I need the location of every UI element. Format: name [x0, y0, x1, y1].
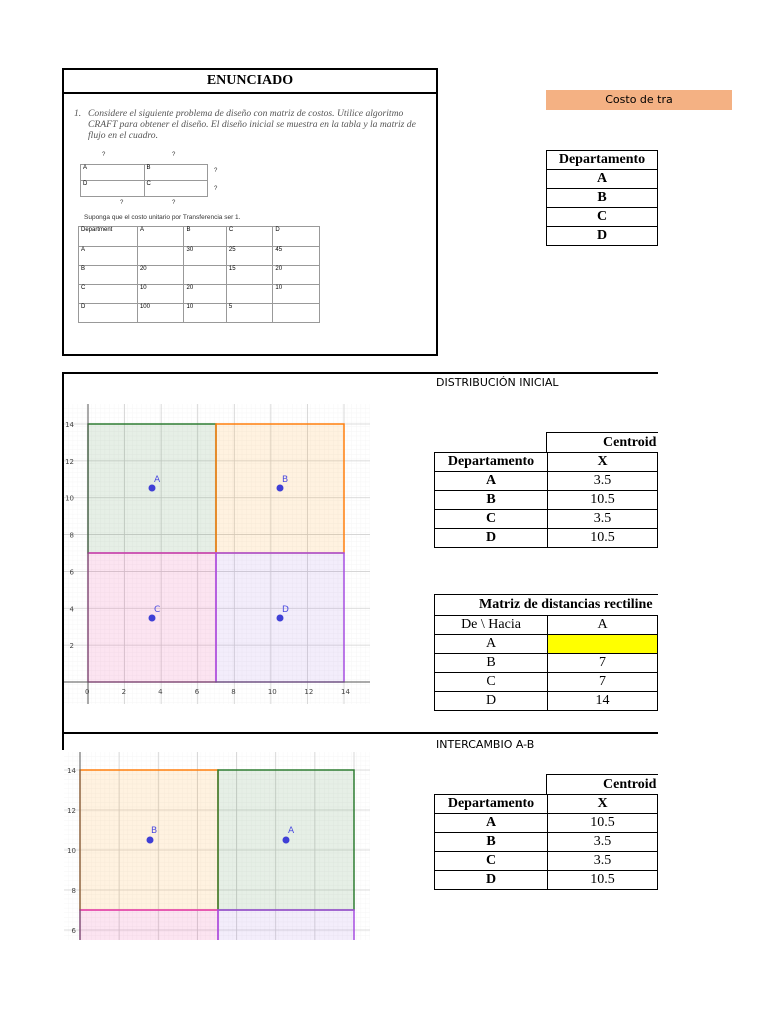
centroid-table: [434, 452, 658, 548]
layout-cell: A: [81, 165, 145, 181]
x-tick-label: 2: [121, 688, 127, 696]
layout-cell: B: [144, 165, 208, 181]
department-cell: B: [547, 189, 658, 208]
centroid-header: Centroid: [603, 435, 657, 450]
centroid-point-a: [283, 837, 290, 844]
centroid-header-cell: [546, 432, 658, 452]
section-left-border: [62, 732, 64, 750]
problem-text: [88, 108, 428, 141]
flow-cell: 10: [273, 285, 320, 304]
centroid-x: 3.5: [548, 852, 658, 871]
question-mark: ?: [172, 200, 176, 206]
flow-cell: B: [79, 266, 138, 285]
centroid-header-cell: [546, 774, 658, 794]
problem-line: Considere el siguiente problema de diseño con matriz de costos. Utilice algoritmo: [88, 108, 404, 119]
centroid-point-b: [147, 837, 154, 844]
y-tick-label: 14: [65, 421, 74, 429]
centroid-dept: D: [435, 529, 548, 548]
matrix-row-label: C: [435, 673, 548, 692]
x-tick-label: 14: [341, 688, 350, 696]
centroid-point-a: [149, 485, 156, 492]
matrix-col-header: A: [548, 616, 658, 635]
matrix-row-label: A: [435, 635, 548, 654]
centroid-point-c: [149, 615, 156, 622]
initial-layout-plot: [64, 404, 370, 704]
matrix-cell: 7: [548, 654, 658, 673]
flow-cell: D: [79, 304, 138, 323]
centroid-dept: A: [435, 472, 548, 491]
centroid-point-b: [277, 485, 284, 492]
y-tick-label: 6: [71, 927, 76, 935]
point-label-a: A: [288, 826, 295, 836]
y-tick-label: 4: [69, 605, 74, 614]
matrix-row-label: B: [435, 654, 548, 673]
enunciado-title: ENUNCIADO: [64, 70, 436, 94]
initial-layout-grid: [80, 164, 208, 197]
point-label-d: D: [282, 605, 289, 615]
flow-cell: [137, 247, 184, 266]
department-table: [546, 150, 658, 246]
department-header: Departamento: [547, 151, 658, 170]
flow-header: C: [226, 227, 273, 247]
x-tick-label: 12: [304, 688, 314, 696]
centroid-x: 3.5: [548, 472, 658, 491]
flow-cell: C: [79, 285, 138, 304]
y-tick-label: 10: [67, 847, 76, 855]
y-tick-label: 2: [69, 642, 74, 651]
region-c: [80, 910, 218, 940]
enunciado-panel: [62, 68, 438, 356]
matrix-cell: 7: [548, 673, 658, 692]
centroid-x-header: X: [548, 795, 658, 814]
y-tick-label: 8: [71, 887, 76, 895]
flow-cell: [184, 266, 226, 285]
y-tick-label: 6: [69, 568, 74, 577]
region-d: [218, 910, 354, 940]
flow-cell: 10: [184, 304, 226, 323]
flow-cell: 10: [137, 285, 184, 304]
centroid-x: 10.5: [548, 871, 658, 890]
matrix-corner-header: De \ Hacia: [435, 616, 548, 635]
problem-number: 1.: [74, 108, 82, 119]
flow-cell: A: [79, 247, 138, 266]
y-tick-label: 14: [67, 767, 76, 775]
question-mark: ?: [214, 186, 218, 192]
x-tick-label: 0: [85, 688, 90, 696]
centroid-x-header: X: [548, 453, 658, 472]
flow-header: A: [137, 227, 184, 247]
y-tick-label: 12: [67, 807, 76, 815]
flow-cell: 20: [137, 266, 184, 285]
section-title: DISTRIBUCIÓN INICIAL: [436, 376, 559, 389]
x-tick-label: 6: [194, 688, 200, 696]
centroid-x: 3.5: [548, 510, 658, 529]
point-label-a: A: [154, 475, 161, 485]
centroid-x: 10.5: [548, 814, 658, 833]
centroid-x: 3.5: [548, 833, 658, 852]
matrix-row-label: D: [435, 692, 548, 711]
section-title: INTERCAMBIO A-B: [436, 738, 535, 751]
y-tick-label: 10: [65, 494, 74, 503]
flow-header: B: [184, 227, 226, 247]
section-divider: [62, 372, 658, 374]
matrix-cell-highlighted[interactable]: [548, 635, 658, 654]
centroid-dept: C: [435, 510, 548, 529]
flow-header: D: [273, 227, 320, 247]
centroid-dept: C: [435, 852, 548, 871]
x-tick-label: 8: [231, 688, 236, 696]
distance-matrix: [434, 615, 658, 711]
flow-cell: 20: [184, 285, 226, 304]
section-divider: [62, 732, 658, 734]
department-cell: D: [547, 227, 658, 246]
flow-cell: 30: [184, 247, 226, 266]
question-mark: ?: [102, 152, 106, 158]
flow-cell: [226, 285, 273, 304]
point-label-b: B: [151, 826, 158, 836]
point-label-c: C: [154, 605, 161, 615]
cost-banner: Costo de tra: [546, 90, 732, 110]
question-mark: ?: [120, 200, 124, 206]
flow-cell: 45: [273, 247, 320, 266]
centroid-point-d: [277, 615, 284, 622]
x-tick-label: 4: [158, 688, 163, 696]
flow-cell: 5: [226, 304, 273, 323]
flow-cell: 100: [137, 304, 184, 323]
point-label-b: B: [282, 475, 289, 485]
flow-header: Department: [79, 227, 138, 247]
centroid-x: 10.5: [548, 529, 658, 548]
matrix-cell: 14: [548, 692, 658, 711]
x-tick-label: 10: [267, 688, 277, 696]
matrix-title: Matriz de distancias rectiline: [479, 597, 653, 612]
matrix-title-cell: [434, 594, 658, 616]
department-cell: A: [547, 170, 658, 189]
y-tick-label: 8: [69, 531, 74, 540]
centroid-dept: A: [435, 814, 548, 833]
centroid-table: [434, 794, 658, 890]
problem-line: CRAFT para obtener el diseño. El diseño inicial se muestra en la tabla y la matriz de: [88, 119, 416, 130]
layout-cell: D: [81, 181, 145, 197]
flow-cell: 20: [273, 266, 320, 285]
centroid-header: Centroid: [603, 777, 657, 792]
centroid-dept: B: [435, 491, 548, 510]
swap-layout-plot: [64, 752, 370, 940]
centroid-dept-header: Departamento: [435, 453, 548, 472]
flow-table: [78, 226, 320, 323]
flow-cell: [273, 304, 320, 323]
department-cell: C: [547, 208, 658, 227]
layout-cell: C: [144, 181, 208, 197]
centroid-dept: D: [435, 871, 548, 890]
centroid-x: 10.5: [548, 491, 658, 510]
problem-line: flujo en el cuadro.: [88, 130, 158, 141]
y-tick-label: 12: [65, 457, 74, 466]
centroid-dept-header: Departamento: [435, 795, 548, 814]
centroid-dept: B: [435, 833, 548, 852]
flow-cell: 25: [226, 247, 273, 266]
question-mark: ?: [214, 168, 218, 174]
flow-cell: 15: [226, 266, 273, 285]
question-mark: ?: [172, 152, 176, 158]
cost-note: Suponga que el costo unitario por Transferencia ser 1.: [84, 214, 241, 221]
